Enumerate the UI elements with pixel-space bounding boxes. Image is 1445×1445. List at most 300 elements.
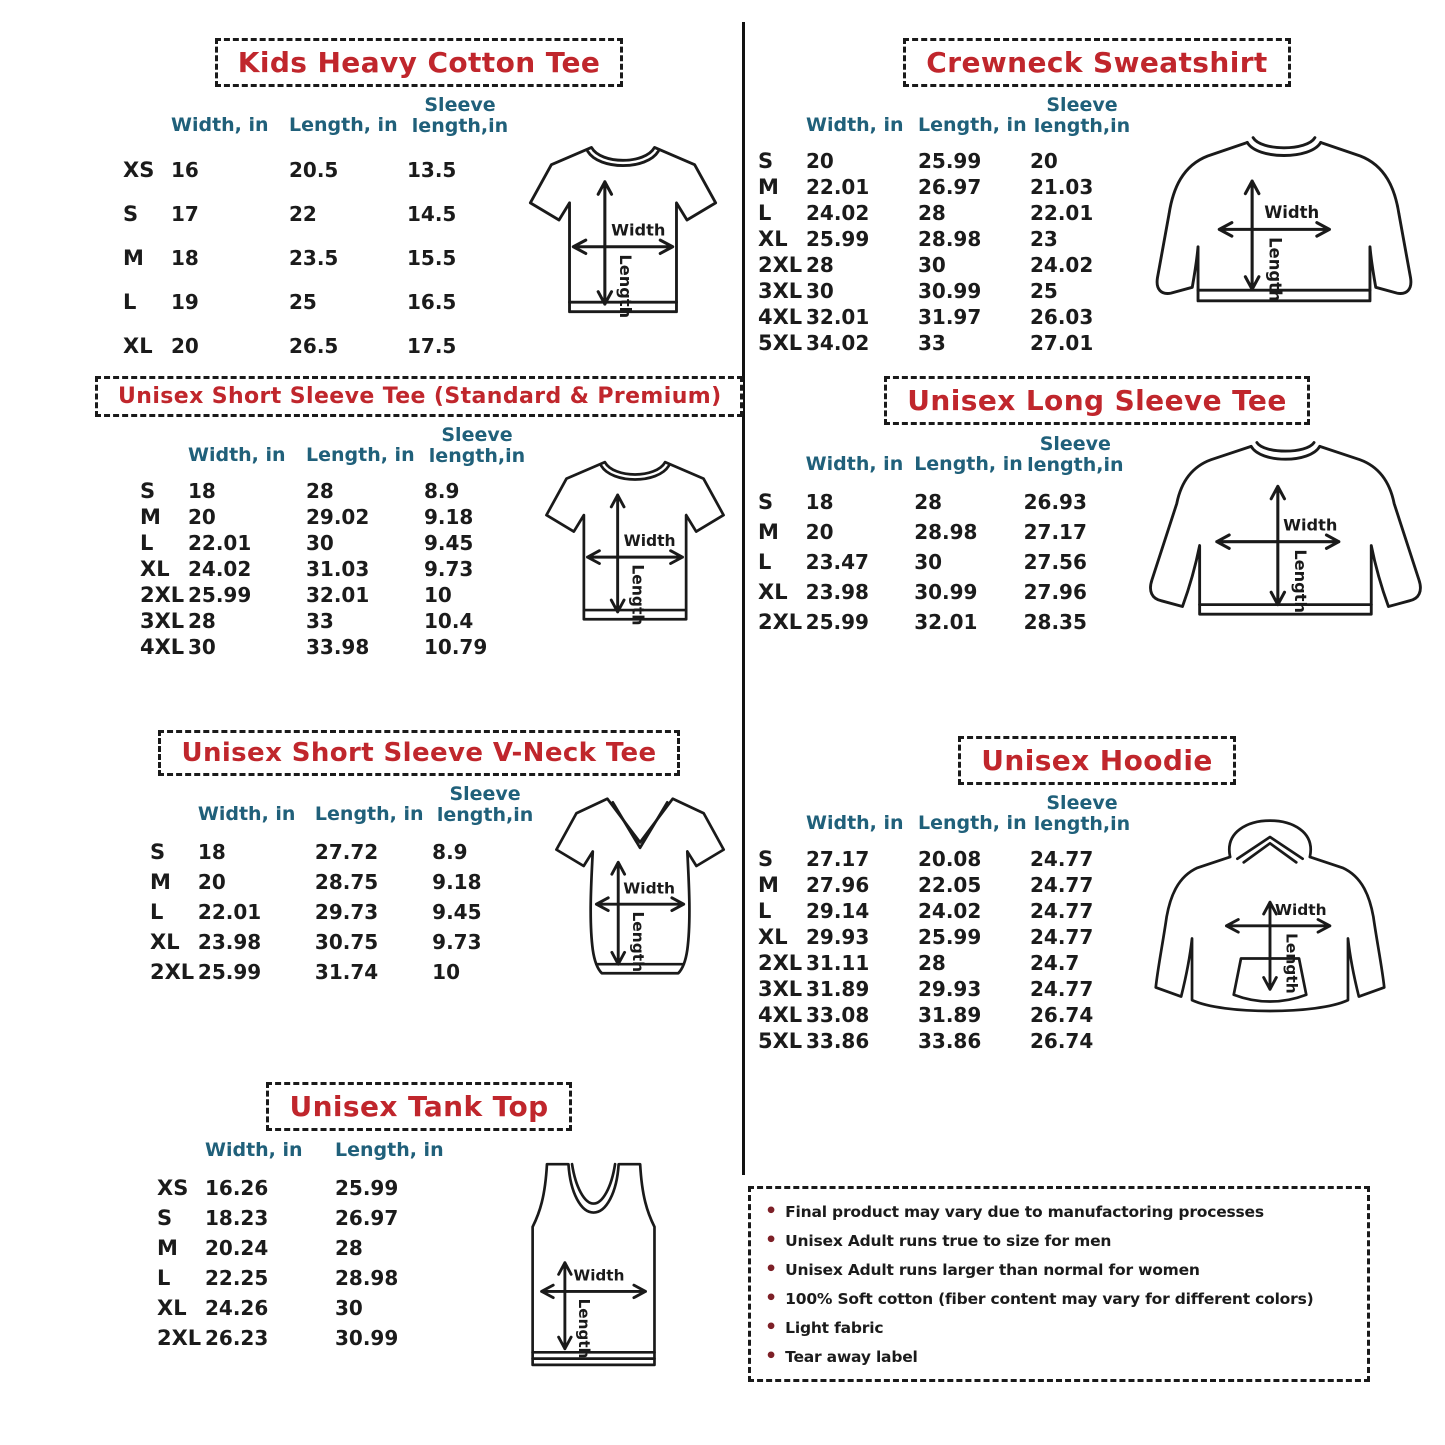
length-cell: 26.5: [289, 334, 339, 359]
width-cell: 16.26: [205, 1176, 269, 1200]
sleeve-cell: 24.77: [1030, 925, 1094, 950]
length-cell: 32.01: [306, 583, 370, 608]
sleeve-cell: 14.5: [407, 202, 457, 227]
sleeve-cell: 9.45: [424, 531, 474, 556]
width-cell: 29.14: [806, 899, 870, 924]
size-cell: L: [758, 899, 772, 924]
width-cell: 33.08: [806, 1003, 870, 1028]
length-col-header: Length, in: [914, 453, 1023, 476]
sleeve-cell: 9.73: [424, 557, 474, 582]
width-cell: 25.99: [188, 583, 252, 608]
table-row: [150, 867, 538, 897]
note-text: Tear away label: [785, 1348, 918, 1366]
width-cell: 25.99: [805, 610, 869, 635]
width-cell: 20.24: [205, 1236, 269, 1260]
table-row: [758, 607, 1127, 637]
section-unisex-hoodie: [752, 736, 1442, 1054]
length-arrow-icon: [598, 182, 611, 304]
table-row: [123, 192, 513, 236]
length-cell: 30: [914, 550, 943, 575]
length-label: Length: [1290, 549, 1310, 613]
table-row: [140, 608, 530, 634]
width-arrow-icon: [573, 240, 672, 253]
sleeve-cell: 10.4: [424, 609, 474, 634]
length-cell: 29.73: [314, 900, 379, 925]
note-item: [765, 1318, 1353, 1337]
length-cell: 29.02: [306, 505, 370, 530]
width-cell: 23.98: [805, 580, 869, 605]
v-neck-tee-illustration: [538, 786, 743, 986]
section-title: Unisex Tank Top: [289, 1090, 549, 1123]
table-row: [758, 950, 1134, 976]
sleeve-cell: 10.79: [424, 635, 488, 660]
sleeve-cell: 15.5: [407, 246, 457, 271]
length-cell: 25: [289, 290, 317, 315]
table-row: [758, 252, 1134, 278]
table-row: [758, 304, 1134, 330]
table-row: [758, 924, 1134, 950]
length-label: Length: [628, 910, 647, 972]
header-row: [123, 95, 513, 148]
table-row: [758, 278, 1134, 304]
sleeve-col-header: Sleeve length,in: [428, 424, 526, 467]
size-cell: 2XL: [758, 951, 803, 976]
size-cell: M: [758, 175, 779, 200]
width-cell: 22.01: [197, 900, 262, 925]
header-row: [150, 784, 538, 837]
length-cell: 26.97: [918, 175, 982, 200]
table-row: [157, 1173, 465, 1203]
width-label: Width: [611, 220, 666, 240]
size-cell: 5XL: [758, 331, 803, 356]
width-label: Width: [623, 878, 676, 897]
size-col-header: [140, 425, 188, 478]
size-cell: M: [758, 520, 779, 545]
length-cell: 31.03: [306, 557, 370, 582]
sleeve-cell: 24.7: [1030, 951, 1080, 976]
width-cell: 23.47: [805, 550, 869, 575]
length-cell: 26.97: [335, 1206, 399, 1230]
table-row: [150, 957, 538, 987]
length-col-header: Length, in: [306, 444, 415, 467]
size-cell: 2XL: [140, 583, 185, 608]
length-cell: 32.01: [914, 610, 978, 635]
sleeve-cell: 17.5: [407, 334, 457, 359]
length-cell: 28.75: [314, 870, 379, 895]
sleeve-cell: 24.77: [1030, 847, 1094, 872]
length-cell: 25.99: [335, 1176, 399, 1200]
width-cell: 24.02: [188, 557, 252, 582]
bullet-icon: •: [765, 1258, 778, 1280]
size-cell: XL: [140, 557, 170, 582]
width-label: Width: [573, 1266, 625, 1285]
size-cell: L: [758, 550, 772, 575]
size-cell: XL: [150, 930, 180, 955]
table-row: [140, 634, 530, 660]
length-cell: 33: [306, 609, 334, 634]
size-cell: S: [157, 1206, 173, 1230]
width-cell: 20: [806, 149, 834, 174]
length-cell: 30.99: [335, 1326, 399, 1350]
table-row: [758, 200, 1134, 226]
width-col-header: Width, in: [805, 453, 904, 476]
size-table: [758, 434, 1127, 637]
length-cell: 28: [918, 951, 946, 976]
table-row: [157, 1263, 465, 1293]
table-row: [140, 478, 530, 504]
hoodie-hood-inner2: [1244, 843, 1297, 862]
width-cell: 18: [805, 490, 834, 515]
width-cell: 19: [171, 290, 199, 315]
length-col-header: Length, in: [335, 1139, 444, 1161]
width-cell: 32.01: [806, 305, 870, 330]
size-cell: S: [758, 149, 774, 174]
size-cell: S: [758, 847, 774, 872]
note-item: [765, 1260, 1353, 1279]
size-cell: 2XL: [157, 1326, 202, 1350]
hoodie-illustration: [1134, 815, 1406, 1033]
table-row: [758, 1028, 1134, 1054]
length-col-header: Length, in: [918, 114, 1027, 137]
sleeve-cell: 13.5: [407, 158, 457, 183]
size-cell: 5XL: [758, 1029, 803, 1054]
note-item: [765, 1289, 1353, 1308]
length-col-header: Length, in: [918, 812, 1027, 835]
length-cell: 22: [289, 202, 317, 227]
sleeve-cell: 28.35: [1023, 610, 1087, 635]
length-cell: 28: [918, 201, 946, 226]
size-cell: 3XL: [758, 977, 803, 1002]
length-cell: 24.02: [918, 899, 982, 924]
size-cell: L: [150, 900, 164, 925]
length-cell: 28.98: [918, 227, 982, 252]
size-cell: XL: [157, 1296, 187, 1320]
sleeve-cell: 27.17: [1023, 520, 1087, 545]
length-cell: 30: [918, 253, 946, 278]
bullet-icon: •: [765, 1229, 778, 1251]
width-arrow-icon: [542, 1285, 646, 1298]
size-table: [150, 784, 538, 987]
section-unisex-long-sleeve-tee: [752, 376, 1442, 638]
sleeve-cell: 27.01: [1030, 331, 1094, 356]
width-col-header: Width, in: [205, 1139, 303, 1161]
length-cell: 33: [918, 331, 946, 356]
width-cell: 25.99: [197, 960, 262, 985]
size-cell: XS: [123, 158, 155, 183]
size-table: [140, 425, 530, 660]
size-cell: M: [758, 873, 779, 898]
size-table: [758, 95, 1134, 356]
table-row: [758, 976, 1134, 1002]
length-cell: 30: [306, 531, 334, 556]
size-cell: 3XL: [140, 609, 185, 634]
sleeve-cell: 26.74: [1030, 1003, 1094, 1028]
width-cell: 22.01: [188, 531, 252, 556]
table-row: [758, 898, 1134, 924]
length-arrow-icon: [1271, 486, 1284, 604]
size-cell: S: [150, 840, 166, 865]
section-title-box: [884, 376, 1309, 425]
width-cell: 20: [197, 870, 226, 895]
size-col-header: [758, 95, 806, 148]
sleeve-col-header: Sleeve length,in: [411, 94, 509, 137]
note-text: Unisex Adult runs larger than normal for women: [785, 1261, 1200, 1279]
table-row: [157, 1203, 465, 1233]
size-table: [123, 95, 513, 368]
table-row: [140, 530, 530, 556]
width-cell: 22.01: [806, 175, 870, 200]
size-cell: 2XL: [150, 960, 195, 985]
hoodie-hood-inner: [1237, 836, 1302, 858]
length-cell: 28: [914, 490, 943, 515]
note-item: [765, 1347, 1353, 1366]
width-cell: 24.02: [806, 201, 870, 226]
size-cell: XL: [123, 334, 153, 359]
sleeve-cell: 27.96: [1023, 580, 1087, 605]
length-label: Length: [575, 1298, 594, 1359]
section-crewneck-sweatshirt: [752, 38, 1442, 356]
width-cell: 27.17: [806, 847, 870, 872]
size-cell: L: [140, 531, 154, 556]
width-cell: 22.25: [205, 1266, 269, 1290]
length-cell: 30.99: [914, 580, 978, 605]
table-row: [758, 577, 1127, 607]
sleeve-col-header: Sleeve length,in: [436, 783, 534, 826]
table-row: [758, 1002, 1134, 1028]
width-cell: 20: [805, 520, 834, 545]
size-col-header: [123, 95, 171, 148]
size-table: [157, 1139, 465, 1353]
size-cell: L: [758, 201, 772, 226]
length-cell: 20.08: [918, 847, 982, 872]
sleeve-cell: 10: [424, 583, 452, 608]
table-row: [758, 330, 1134, 356]
table-row: [758, 174, 1134, 200]
size-col-header: [758, 434, 806, 487]
length-cell: 28.98: [914, 520, 978, 545]
width-label: Width: [623, 532, 676, 551]
length-cell: 33.98: [306, 635, 370, 660]
length-arrow-icon: [559, 1263, 572, 1349]
size-cell: S: [140, 479, 156, 504]
width-cell: 18: [197, 840, 226, 865]
width-cell: 24.26: [205, 1296, 269, 1320]
sleeve-cell: 22.01: [1030, 201, 1094, 226]
section-title-box: [95, 376, 743, 417]
section-title-box: [958, 736, 1235, 785]
length-cell: 31.89: [918, 1003, 982, 1028]
length-label: Length: [1282, 932, 1301, 994]
size-cell: L: [123, 290, 137, 315]
length-arrow-icon: [611, 495, 624, 612]
table-row: [758, 226, 1134, 252]
sweatshirt-collar-inner: [1253, 137, 1315, 147]
size-cell: XL: [758, 227, 788, 252]
section-title-box: [266, 1082, 571, 1131]
size-cell: 4XL: [140, 635, 185, 660]
width-cell: 33.86: [806, 1029, 870, 1054]
table-row: [157, 1323, 465, 1353]
length-arrow-icon: [1245, 181, 1259, 289]
sleeve-cell: 24.02: [1030, 253, 1094, 278]
length-cell: 31.97: [918, 305, 982, 330]
note-text: Light fabric: [785, 1319, 884, 1337]
size-cell: M: [140, 505, 161, 530]
size-col-header: [758, 793, 806, 846]
table-row: [758, 517, 1127, 547]
section-unisex-short-sleeve-tee: [95, 376, 743, 660]
bullet-icon: •: [765, 1200, 778, 1222]
bullet-icon: •: [765, 1345, 778, 1367]
length-cell: 31.74: [314, 960, 379, 985]
sleeve-cell: 9.18: [432, 870, 482, 895]
table-row: [123, 324, 513, 368]
width-cell: 18: [171, 246, 199, 271]
sleeve-cell: 24.77: [1030, 873, 1094, 898]
length-cell: 23.5: [289, 246, 339, 271]
length-cell: 22.05: [918, 873, 982, 898]
sleeve-cell: 26.93: [1023, 490, 1087, 515]
size-cell: XL: [758, 925, 788, 950]
long-sleeve-tee-illustration: [1127, 433, 1442, 638]
width-cell: 18.23: [205, 1206, 269, 1230]
table-row: [157, 1293, 465, 1323]
notes-box: [748, 1186, 1370, 1382]
section-title: Crewneck Sweatshirt: [926, 46, 1268, 79]
table-row: [150, 837, 538, 867]
size-cell: 4XL: [758, 305, 803, 330]
table-row: [140, 582, 530, 608]
size-col-header: [150, 784, 198, 837]
section-title: Kids Heavy Cotton Tee: [237, 46, 601, 79]
section-title: Unisex Hoodie: [981, 744, 1213, 777]
tank-neckline: [572, 1164, 615, 1203]
width-cell: 28: [806, 253, 834, 278]
sweatshirt-illustration: [1134, 127, 1434, 325]
sleeve-cell: 9.18: [424, 505, 474, 530]
size-cell: XL: [758, 580, 788, 605]
sleeve-cell: 20: [1030, 149, 1058, 174]
length-cell: 30.99: [918, 279, 982, 304]
length-cell: 28.98: [335, 1266, 399, 1290]
header-row: [758, 434, 1127, 487]
length-col-header: Length, in: [289, 114, 398, 137]
sleeve-cell: 26.03: [1030, 305, 1094, 330]
size-cell: M: [150, 870, 171, 895]
sleeve-cell: 9.45: [432, 900, 482, 925]
length-cell: 29.93: [918, 977, 982, 1002]
width-cell: 18: [188, 479, 216, 504]
width-cell: 20: [188, 505, 216, 530]
sleeve-cell: 25: [1030, 279, 1058, 304]
width-cell: 34.02: [806, 331, 870, 356]
width-arrow-icon: [1219, 222, 1329, 236]
width-col-header: Width, in: [197, 803, 296, 826]
sleeve-col-header: Sleeve length,in: [1027, 432, 1124, 476]
width-arrow-icon: [596, 897, 683, 910]
table-row: [157, 1233, 465, 1263]
section-title: Unisex Short Sleeve V-Neck Tee: [181, 738, 657, 768]
size-cell: M: [157, 1236, 178, 1260]
section-title: Unisex Short Sleeve Tee (Standard & Premium): [118, 384, 722, 409]
table-row: [150, 897, 538, 927]
length-col-header: Length, in: [314, 803, 424, 826]
length-cell: 30: [335, 1296, 363, 1320]
sleeve-cell: 8.9: [424, 479, 460, 504]
length-cell: 30.75: [314, 930, 379, 955]
section-kids-heavy-cotton-tee: [95, 38, 743, 368]
hoodie-hood: [1229, 820, 1310, 856]
width-cell: 28: [188, 609, 216, 634]
width-cell: 26.23: [205, 1326, 269, 1350]
length-cell: 27.72: [314, 840, 379, 865]
note-item: [765, 1231, 1353, 1250]
size-cell: 4XL: [758, 1003, 803, 1028]
sleeve-cell: 8.9: [432, 840, 468, 865]
size-cell: XS: [157, 1176, 189, 1200]
header-row: [157, 1139, 465, 1173]
width-label: Width: [1283, 515, 1338, 535]
length-cell: 20.5: [289, 158, 339, 183]
bullet-icon: •: [765, 1316, 778, 1338]
note-text: Unisex Adult runs true to size for men: [785, 1232, 1112, 1250]
section-unisex-tank-top: [95, 1082, 743, 1381]
width-cell: 27.96: [806, 873, 870, 898]
width-cell: 17: [171, 202, 199, 227]
width-cell: 31.11: [806, 951, 870, 976]
length-cell: 33.86: [918, 1029, 982, 1054]
note-item: [765, 1202, 1353, 1221]
sleeve-cell: 10: [432, 960, 461, 985]
table-row: [758, 547, 1127, 577]
size-cell: 3XL: [758, 279, 803, 304]
table-row: [758, 872, 1134, 898]
table-row: [123, 236, 513, 280]
sleeve-cell: 23: [1030, 227, 1058, 252]
tank-top-illustration: [520, 1157, 668, 1381]
sleeve-col-header: Sleeve length,in: [1033, 94, 1131, 137]
width-cell: 29.93: [806, 925, 870, 950]
width-arrow-icon: [588, 551, 683, 564]
width-cell: 20: [171, 334, 199, 359]
width-cell: 30: [188, 635, 216, 660]
length-label: Length: [628, 564, 647, 626]
table-row: [150, 927, 538, 957]
table-row: [758, 487, 1127, 517]
bullet-icon: •: [765, 1287, 778, 1309]
sleeve-cell: 16.5: [407, 290, 457, 315]
sleeve-col-header: Sleeve length,in: [1033, 792, 1131, 835]
sleeve-cell: 27.56: [1023, 550, 1087, 575]
width-cell: 16: [171, 158, 199, 183]
tee-illustration: [530, 451, 740, 634]
table-row: [140, 556, 530, 582]
size-cell: 2XL: [758, 253, 803, 278]
length-arrow-icon: [612, 862, 625, 964]
table-row: [123, 280, 513, 324]
note-text: Final product may vary due to manufactoring processes: [785, 1203, 1264, 1221]
length-cell: 25.99: [918, 925, 982, 950]
sleeve-cell: 26.74: [1030, 1029, 1094, 1054]
section-unisex-v-neck-tee: [95, 730, 743, 987]
sleeve-cell: 21.03: [1030, 175, 1094, 200]
width-label: Width: [1275, 900, 1327, 919]
longsleeve-collar-inner: [1257, 443, 1314, 452]
longsleeve-collar: [1251, 446, 1320, 459]
width-cell: 30: [806, 279, 834, 304]
table-row: [758, 148, 1134, 174]
width-col-header: Width, in: [188, 444, 286, 467]
